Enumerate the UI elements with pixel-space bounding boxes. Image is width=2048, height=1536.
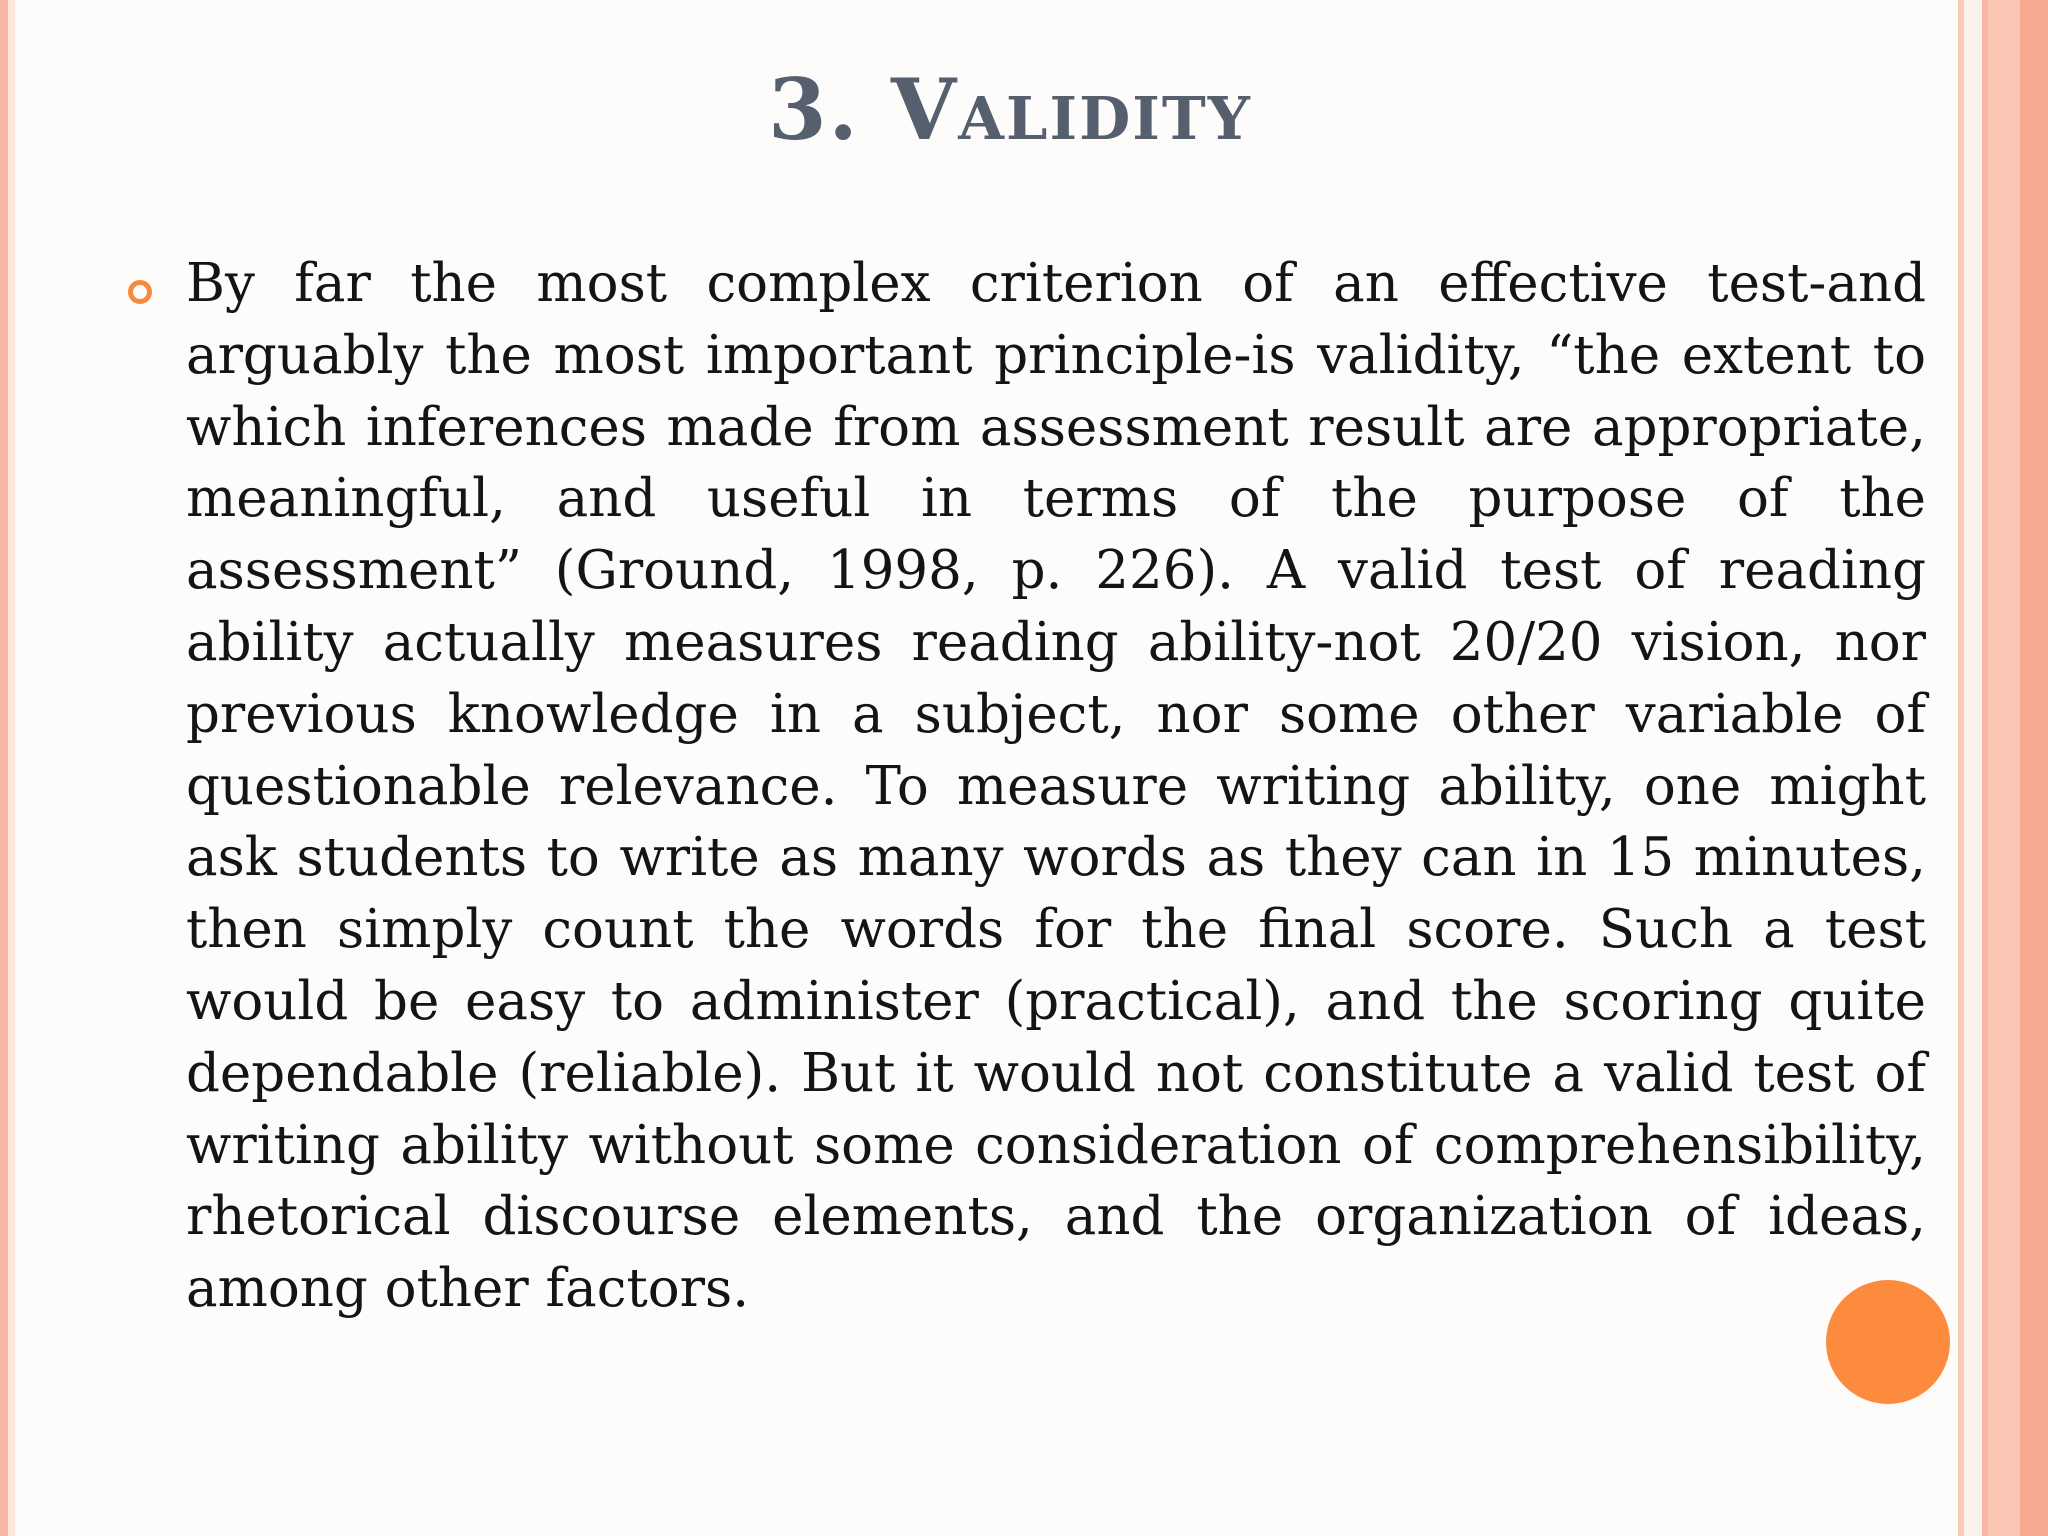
- left-border-stripe-inner: [8, 0, 15, 1536]
- bullet-circle-icon: [128, 280, 152, 304]
- left-border-stripe: [0, 0, 8, 1536]
- slide-body-text: By far the most complex criterion of an effective test-and arguably the most important principle-is validity, “the extent to which inferences made from assessment result are appropriate, meaningful, and useful in terms of the purpose of the assessment” (Ground, 1998, p. 226). A valid test of reading ability actually measures reading ability-not 20/20 vision, nor previous knowledge in a subject, nor some other variable of questionable relevance. To measure writing ability, one might ask students to write as many words as they can in 15 minutes, then simply count the words for the final score. Such a test would be easy to administer (practical), and the scoring quite dependable (reliable). But it would not constitute a valid test of writing ability without some consideration of comprehensibility, rhetorical discourse elements, and the organization of ideas, among other factors.: [186, 253, 1926, 1320]
- right-border-stripe: [1988, 0, 2020, 1536]
- decorative-orange-circle: [1826, 1280, 1950, 1404]
- right-border-stripe: [1964, 0, 1982, 1536]
- right-border-stripe: [2020, 0, 2048, 1536]
- slide-title: 3. Validity: [768, 60, 1252, 159]
